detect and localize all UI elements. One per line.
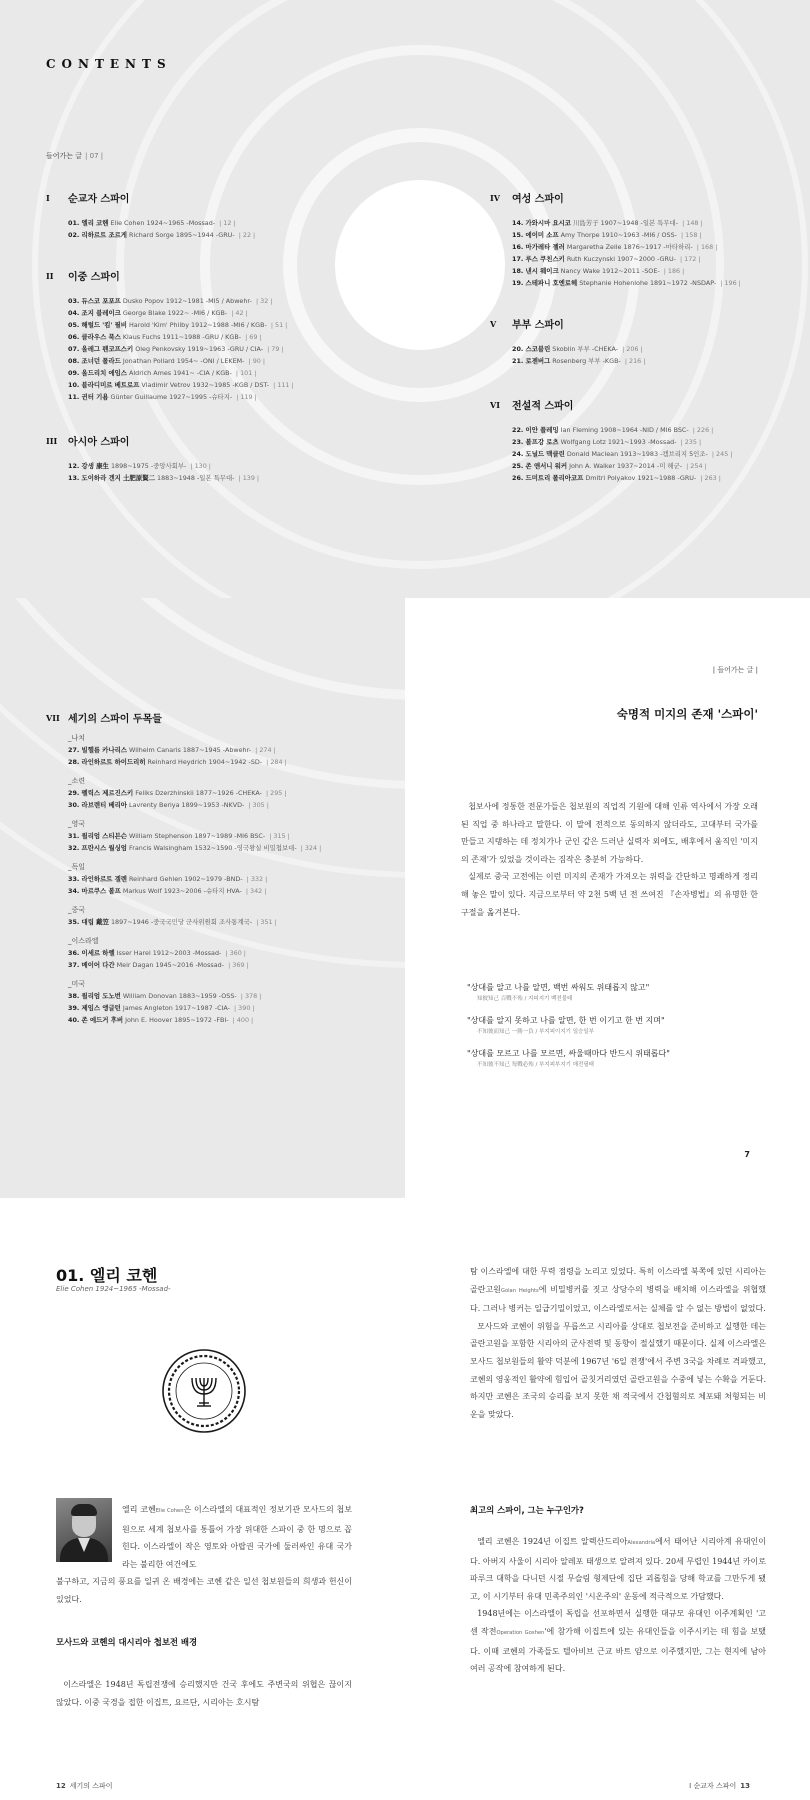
paragraph: 엘리 코헨Elie Cohen은 이스라엘의 대표적인 정보기관 모사드의 첩보원으로 세계 첩보사를 통틀어 가장 위대한 스파이 중 한 명으로 꼽힌다. 이스라엘이 작은 영토와 아랍권 국가에 둘러싸인 유대 국가라는 불리한 여건에도	[122, 1505, 352, 1569]
section-title: 여성 스파이	[512, 194, 564, 205]
toc-entry[interactable]: 25. 존 앤서니 워커 John A. Walker 1937~2014 -미 해군- | 254 |	[512, 462, 707, 470]
right-folio	[689, 1781, 750, 1791]
right-column-text	[470, 1263, 766, 1423]
toc-entry[interactable]: 19. 스테파니 호엔로헤 Stephanie Hohenlohe 1891~1972 -NSDAP- | 196 |	[512, 279, 741, 287]
section-number: III	[46, 435, 58, 446]
toc-section-5	[490, 316, 741, 367]
chapter-subtitle: Elie Cohen 1924~1965 -Mossad-	[56, 1285, 171, 1293]
contents-heading: CONTENTS	[46, 57, 172, 71]
toc-section-3	[46, 433, 294, 484]
toc-entry[interactable]: 12. 강생 康生 1898~1975 -중앙사회부- | 130 |	[68, 462, 211, 470]
toc-entry[interactable]: 36. 이세르 하렐 Isser Harel 1912~2003 -Mossad- | 360 |	[68, 949, 246, 957]
quote-list	[467, 980, 757, 1079]
toc-entry[interactable]: 04. 조지 블레이크 George Blake 1922~ -MI6 / KGB- | 42 |	[68, 309, 248, 317]
section-title: 아시아 스파이	[68, 437, 130, 448]
toc-entry[interactable]: 23. 볼프강 로츠 Wolfgang Lotz 1921~1993 -Mossad- | 235 |	[512, 438, 702, 446]
chapter-intro-text	[56, 1501, 352, 1609]
section-title: 이중 스파이	[68, 272, 120, 283]
toc-entry[interactable]: 39. 제임스 앵글턴 James Angleton 1917~1987 -CIA- | 390 |	[68, 1004, 255, 1012]
toc-entry[interactable]: 24. 도널드 맥클린 Donald Maclean 1913~1983 -캠브리지 5인조- | 245 |	[512, 450, 733, 458]
section-title: 전설적 스파이	[512, 401, 574, 412]
toc-entry[interactable]: 20. 스코블린 Skoblin 부부 -CHEKA- | 206 |	[512, 345, 643, 353]
toc-group-label: _독일	[68, 863, 86, 871]
paragraph: 엘리 코헨은 1924년 이집트 알렉산드리아Alexandria에서 태어난 시리아계 유대인이다. 아버지 사울이 시리아 알레포 태생으로 알려져 있다. 20세 무렵인 1944년 카이로 파루크 대학을 다니던 시절 무슬림 형제단에 집단 괴롭힘을 당해 학교를 그만두게 됐고, 이 시기부터 유대 민족주의인 '시온주의' 운동에 적극적으로 가담했다.	[470, 1537, 767, 1601]
toc-page-2	[0, 598, 405, 1198]
toc-entry[interactable]: 40. 존 에드거 후버 John E. Hoover 1895~1972 -FBI- | 400 |	[68, 1016, 254, 1024]
paragraph: 탐 이스라엘에 대한 무력 점령을 노리고 있었다. 특히 이스라엘 북쪽에 있던 시리아는 골란고원Golan Heights에 비밀병커를 짓고 상당수의 병력을 배치해 이스라엘을 위협했다. 그러나 병커는 일급기밀이었고, 이스라엘로서는 실체를 알 수 없는 방법이 없었다.	[470, 1267, 766, 1314]
chapter-spread	[0, 1198, 810, 1800]
intro-page	[405, 598, 810, 1198]
toc-entry[interactable]: 30. 라브렌티 베리아 Lavrenty Beriya 1899~1953 -NKVD- | 305 |	[68, 801, 269, 809]
section-title: 순교자 스파이	[68, 194, 130, 205]
toc-entry[interactable]: 14. 가와시마 요시코 川島芳子 1907~1948 -일본 특무대- | 148 |	[512, 219, 703, 227]
toc-intro-link[interactable]	[46, 151, 103, 161]
quote	[467, 1013, 757, 1037]
page-number: 7	[744, 1150, 750, 1159]
section-number: I	[46, 192, 50, 203]
toc-entry[interactable]: 03. 듀스코 포포프 Dusko Popov 1912~1981 -MI5 / Abwehr- | 32 |	[68, 297, 273, 305]
paragraph: 모사드와 코헨이 위험을 무릅쓰고 시리아를 상대로 첩보전을 준비하고 실행한 데는 골란고원을 포함한 시리아의 군사전력 및 동향이 절실했기 때문이다. 실제 이스라엘은 모사드 첩보원들의 활약 덕분에 1967년 '6일 전쟁'에서 주변 3국을 차례로 격파했고, 코헨의 영웅적인 활약에 힘입어 골칫거리였던 골란고원을 수중에 넣는 수확을 거둔다. 하지만 코헨은 조국의 승리를 보지 못한 채 적국에서 간첩혐의로 체포돼 처형되는 비운을 맞았다.	[470, 1321, 766, 1419]
toc-entry[interactable]: 08. 조너던 폴라드 Jonathan Pollard 1954~ -ONI / LEKEM- | 90 |	[68, 357, 266, 365]
toc-entry[interactable]: 34. 마르쿠스 볼프 Markus Wolf 1923~2006 -슈타지 HVA- | 342 |	[68, 887, 267, 895]
quote	[467, 980, 757, 1004]
toc-entry[interactable]: 16. 마가레타 젤러 Margaretha Zelle 1876~1917 -마타하리- | 168 |	[512, 243, 718, 251]
section-number: V	[490, 318, 497, 329]
mossad-emblem-icon	[161, 1348, 247, 1434]
toc-entry[interactable]: 28. 라인하르트 하이드리히 Reinhard Heydrich 1904~1942 -SD- | 284 |	[68, 758, 287, 766]
running-head: | 들어가는 글 |	[712, 666, 758, 674]
section-subheading: 모사드와 코헨의 대시리아 첩보전 배경	[56, 1637, 198, 1647]
toc-group-label: _중국	[68, 906, 86, 914]
toc-entry[interactable]: 21. 로젠버그 Rosenberg 부부 -KGB- | 216 |	[512, 357, 646, 365]
left-folio	[56, 1781, 113, 1791]
toc-section-6	[490, 397, 741, 484]
toc-entry[interactable]: 18. 낸시 웨이크 Nancy Wake 1912~2011 -SOE- | 186 |	[512, 267, 685, 275]
toc-intro-page: | 07 |	[85, 152, 104, 160]
toc-section-7	[46, 710, 321, 1026]
toc-entry[interactable]: 09. 올드리치 에임스 Aldrich Ames 1941~ -CIA / KGB- | 101 |	[68, 369, 257, 377]
intro-title: 숙명적 미지의 존재 '스파이'	[616, 707, 758, 721]
section-title: 세기의 스파이 두목들	[68, 714, 162, 725]
paragraph: 1948년에는 이스라엘이 독립을 선포하면서 실행한 대규모 유대인 이주계획인 '고센 작전Operation Goshen'에 참가해 이집트에 있는 유대인들을 이주시키는 데 힘을 보탰다. 이때 코헨의 가족들도 텔아비브 근교 바트 얌으로 이주했지만, 그는 현지에 남아 여러 공작에 참여하게 된다.	[470, 1609, 766, 1674]
page-number: 13	[740, 1782, 750, 1790]
quote-text: "상대를 모르고 나를 모르면, 싸울때마다 반드시 위태롭다"	[467, 1049, 670, 1058]
toc-section-2	[46, 268, 294, 403]
toc-entry[interactable]: 26. 드미트리 폴리아코프 Dmitri Polyakov 1921~1988 -GRU- | 263 |	[512, 474, 721, 482]
toc-entry[interactable]: 13. 도이하라 겐지 土肥原賢二 1883~1948 -일본 특무대- | 139 |	[68, 474, 260, 482]
toc-intro-label: 들어가는 글	[46, 152, 83, 160]
book-title: 세기의 스파이	[69, 1782, 113, 1790]
toc-group-label: _미국	[68, 980, 86, 988]
section-number: IV	[490, 192, 500, 203]
toc-entry[interactable]: 11. 귄터 기욤 Günter Guillaume 1927~1995 -슈타지- | 119 |	[68, 393, 257, 401]
left-column-text	[56, 1676, 352, 1711]
toc-entry[interactable]: 10. 블라디미르 베트로프 Vladimir Vetrov 1932~1985 -KGB / DST- | 111 |	[68, 381, 294, 389]
paragraph: 이스라엘은 1948년 독립전쟁에 승리했지만 건국 후에도 주변국의 위협은 끊이지 않았다. 이중 국경을 접한 이집트, 요르단, 시리아는 호시탐	[56, 1680, 352, 1707]
right-column-text	[470, 1533, 766, 1678]
toc-entry[interactable]: 31. 윌리엄 스티븐슨 William Stephenson 1897~1989 -MI6 BSC- | 315 |	[68, 832, 290, 840]
toc-entry[interactable]: 06. 클라우스 푹스 Klaus Fuchs 1911~1988 -GRU / KGB- | 69 |	[68, 333, 262, 341]
toc-entry[interactable]: 01. 엘리 코헨 Elie Cohen 1924~1965 -Mossad- | 12 |	[68, 219, 236, 227]
toc-entry[interactable]: 38. 윌리엄 도노번 William Donovan 1883~1959 -OSS- | 378 |	[68, 992, 262, 1000]
quote-text: "상대를 알고 나를 알면, 백번 싸워도 위태롭지 않고"	[467, 983, 650, 992]
toc-entry[interactable]: 37. 메이어 다간 Meir Dagan 1945~2016 -Mossad- | 369 |	[68, 961, 249, 969]
section-title: 부부 스파이	[512, 320, 564, 331]
toc-entry[interactable]: 29. 펠릭스 제르진스키 Feliks Dzerzhinskii 1877~1926 -CHEKA- | 295 |	[68, 789, 287, 797]
intro-spread	[0, 598, 810, 1198]
toc-entry[interactable]: 22. 이안 플레밍 Ian Fleming 1908~1964 -NID / MI6 BSC- | 226 |	[512, 426, 714, 434]
toc-group-label: _소련	[68, 777, 86, 785]
toc-entry[interactable]: 07. 올레그 펜코프스키 Oleg Penkovsky 1919~1963 -GRU / CIA- | 79 |	[68, 345, 284, 353]
toc-entry[interactable]: 33. 라인하르트 겔렌 Reinhard Gehlen 1902~1979 -BND- | 332 |	[68, 875, 268, 883]
intro-paragraph: 실제로 중국 고전에는 이런 미지의 존재가 가져오는 위력을 간단하고 명쾌하게 정리해 놓은 말이 있다. 지금으로부터 약 2천 5백 년 전 쓰여진 『손자병법』의 유명한 한 구절을 옮겨본다.	[461, 872, 758, 917]
section-number: VII	[46, 712, 60, 723]
chapter-title: 01. 엘리 코헨	[56, 1266, 158, 1285]
toc-group-label: _이스라엘	[68, 937, 99, 945]
quote-citation: 不知彼不知己 每戰必殆 / 부지피부지기 매전필태	[477, 1062, 594, 1068]
section-name: I 순교자 스파이	[689, 1782, 737, 1790]
toc-section-4	[490, 190, 741, 289]
intro-body	[461, 798, 758, 921]
toc-entry[interactable]: 35. 대립 戴笠 1897~1946 -중국국민당 군사위원회 조사통계국- | 351 |	[68, 918, 277, 926]
quote-text: "상대를 알지 못하고 나를 알면, 한 번 이기고 한 번 지며"	[467, 1016, 665, 1025]
toc-left-column	[46, 190, 294, 509]
toc-entry[interactable]: 27. 빌헬름 카나리스 Wilhelm Canaris 1887~1945 -Abwehr- | 274 |	[68, 746, 276, 754]
section-number: VI	[490, 399, 500, 410]
toc-entry[interactable]: 32. 프란시스 월싱엄 Francis Walsingham 1532~1590 -영국왕실 비밀첩보대- | 324 |	[68, 844, 322, 852]
toc-right-column	[490, 190, 741, 509]
toc-entry[interactable]: 17. 루스 쿠친스키 Ruth Kuczynski 1907~2000 -GRU- | 172 |	[512, 255, 701, 263]
toc-section-1	[46, 190, 294, 241]
section-number: II	[46, 270, 54, 281]
page-number: 12	[56, 1782, 66, 1790]
quote	[467, 1046, 757, 1070]
toc-entry[interactable]: 05. 해럴드 '킴' 필비 Harold 'Kim' Philby 1912~1988 -MI6 / KGB- | 51 |	[68, 321, 288, 329]
toc-group-label: _영국	[68, 820, 86, 828]
toc-entry[interactable]: 02. 리하르트 조르게 Richard Sorge 1895~1944 -GRU- | 22 |	[68, 231, 256, 239]
contents-spread	[0, 0, 810, 598]
paragraph-continued: 불구하고, 지금의 풍요를 일귀 온 배경에는 코헨 같은 일선 첩보원들의 희생과 헌신이 있었다.	[56, 1577, 352, 1604]
intro-paragraph: 첩보사에 정통한 전문가들은 첩보원의 직업적 기원에 대해 인류 역사에서 가장 오래된 직업 중 하나라고 말한다. 이 말에 전적으로 동의하지 않더라도, 고대부터 국가를 만들고 지탱하는 데 정치가나 군인 같은 드러난 실력자 외에도, 배후에서 움직인 '미지의 존재'가 있었을 것이라는 짐작은 충분히 가능하다.	[461, 802, 758, 864]
quote-citation: 不知彼而知己 一勝一負 / 부지피이지기 일승일부	[477, 1029, 594, 1035]
toc-entry[interactable]: 15. 에이미 소프 Amy Thorpe 1910~1963 -MI6 / OSS- | 158 |	[512, 231, 702, 239]
quote-citation: 知彼知己 百戰不殆 / 지피지기 백전불태	[477, 996, 573, 1002]
section-subheading: 최고의 스파이, 그는 누구인가?	[470, 1505, 584, 1515]
toc-group-label: _나치	[68, 734, 86, 742]
